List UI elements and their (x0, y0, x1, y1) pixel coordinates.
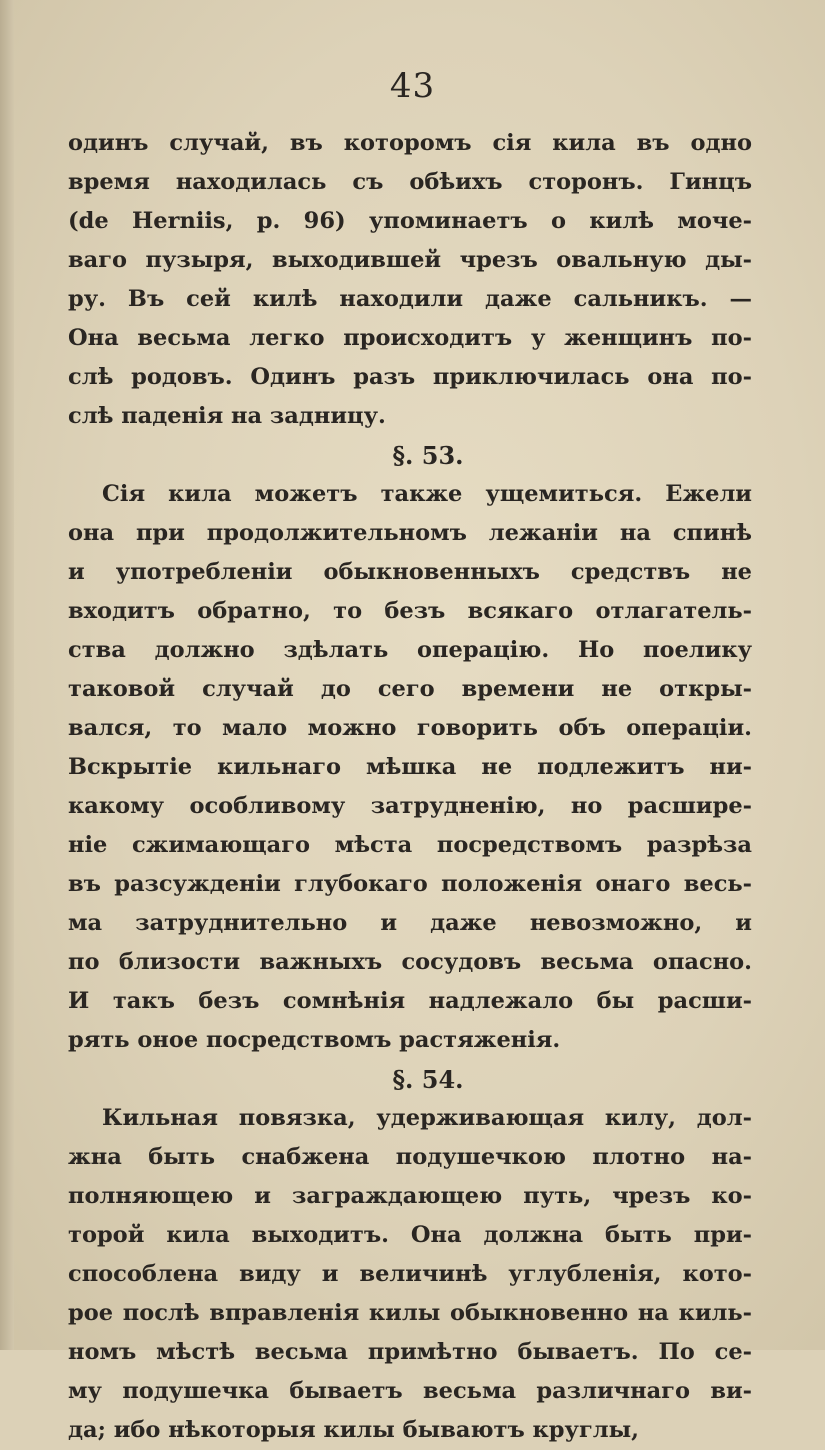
text-line: ру. Въ сей килѣ находили даже сальникъ. — (68, 286, 752, 312)
text-line: (de Herniis, p. 96) упоминаетъ о килѣ моче- (68, 208, 752, 234)
text-line: жна быть снабжена подушечкою плотно на- (68, 1144, 752, 1170)
text-line: въ разсужденіи глубокаго положенія онаго весь- (68, 871, 752, 897)
text-line: Сія кила можетъ также ущемиться. Ежели (102, 481, 752, 507)
text-line: ма затруднительно и даже невозможно, и (68, 910, 752, 936)
text-line: вался, то мало можно говорить объ операціи. (68, 715, 752, 741)
text-line: входитъ обратно, то безъ всякаго отлагатель- (68, 598, 752, 624)
text-line: таковой случай до сего времени не откры- (68, 676, 752, 702)
section-heading: §. 53. (392, 441, 464, 470)
body-text (68, 124, 752, 1450)
paragraph (68, 124, 752, 436)
text-line: Она весьма легко происходитъ у женщинъ по- (68, 325, 752, 351)
paragraph (68, 1099, 752, 1450)
text-line: номъ мѣстѣ весьма примѣтно бываетъ. По се- (68, 1339, 752, 1365)
text-line: по близости важныхъ сосудовъ весьма опасно. (68, 949, 752, 975)
text-line: слѣ паденія на задницу. (68, 403, 386, 429)
text-line: время находилась съ обѣихъ сторонъ. Гинцъ (68, 169, 752, 195)
text-line: полняющею и заграждающею путь, чрезъ ко- (68, 1183, 752, 1209)
text-line: му подушечка бываетъ весьма различнаго ви- (68, 1378, 752, 1404)
text-line: способлена виду и величинѣ углубленія, кото- (68, 1261, 752, 1287)
text-line: и употребленіи обыкновенныхъ средствъ не (68, 559, 752, 585)
text-line: рять оное посредствомъ растяженія. (68, 1027, 561, 1053)
text-line: она при продолжительномъ лежаніи на спинѣ (68, 520, 752, 546)
paragraph (68, 475, 752, 1060)
page-binding-edge (0, 0, 14, 1350)
text-line: торой кила выходитъ. Она должна быть при- (68, 1222, 752, 1248)
text-line: ства должно здѣлать операцію. Но поелику (68, 637, 752, 663)
text-line: Вскрытіе кильнаго мѣшка не подлежитъ ни- (68, 754, 752, 780)
text-line: да; ибо нѣкоторыя килы бываютъ круглы, (68, 1417, 639, 1443)
text-line: ніе сжимающаго мѣста посредствомъ разрѣза (68, 832, 752, 858)
section-heading: §. 54. (392, 1065, 464, 1094)
text-line: рое послѣ вправленія килы обыкновенно на киль- (68, 1300, 752, 1326)
text-line: слѣ родовъ. Одинъ разъ приключилась она по- (68, 364, 752, 390)
page-number: 43 (389, 66, 436, 106)
text-line: Кильная повязка, удерживающая килу, дол- (102, 1105, 752, 1131)
text-line: какому особливому затрудненію, но расшире- (68, 793, 752, 819)
text-line: одинъ случай, въ которомъ сія кила въ одно (68, 130, 752, 156)
text-line: И такъ безъ сомнѣнія надлежало бы расши- (68, 988, 752, 1014)
text-line: ваго пузыря, выходившей чрезъ овальную ды- (68, 247, 752, 273)
